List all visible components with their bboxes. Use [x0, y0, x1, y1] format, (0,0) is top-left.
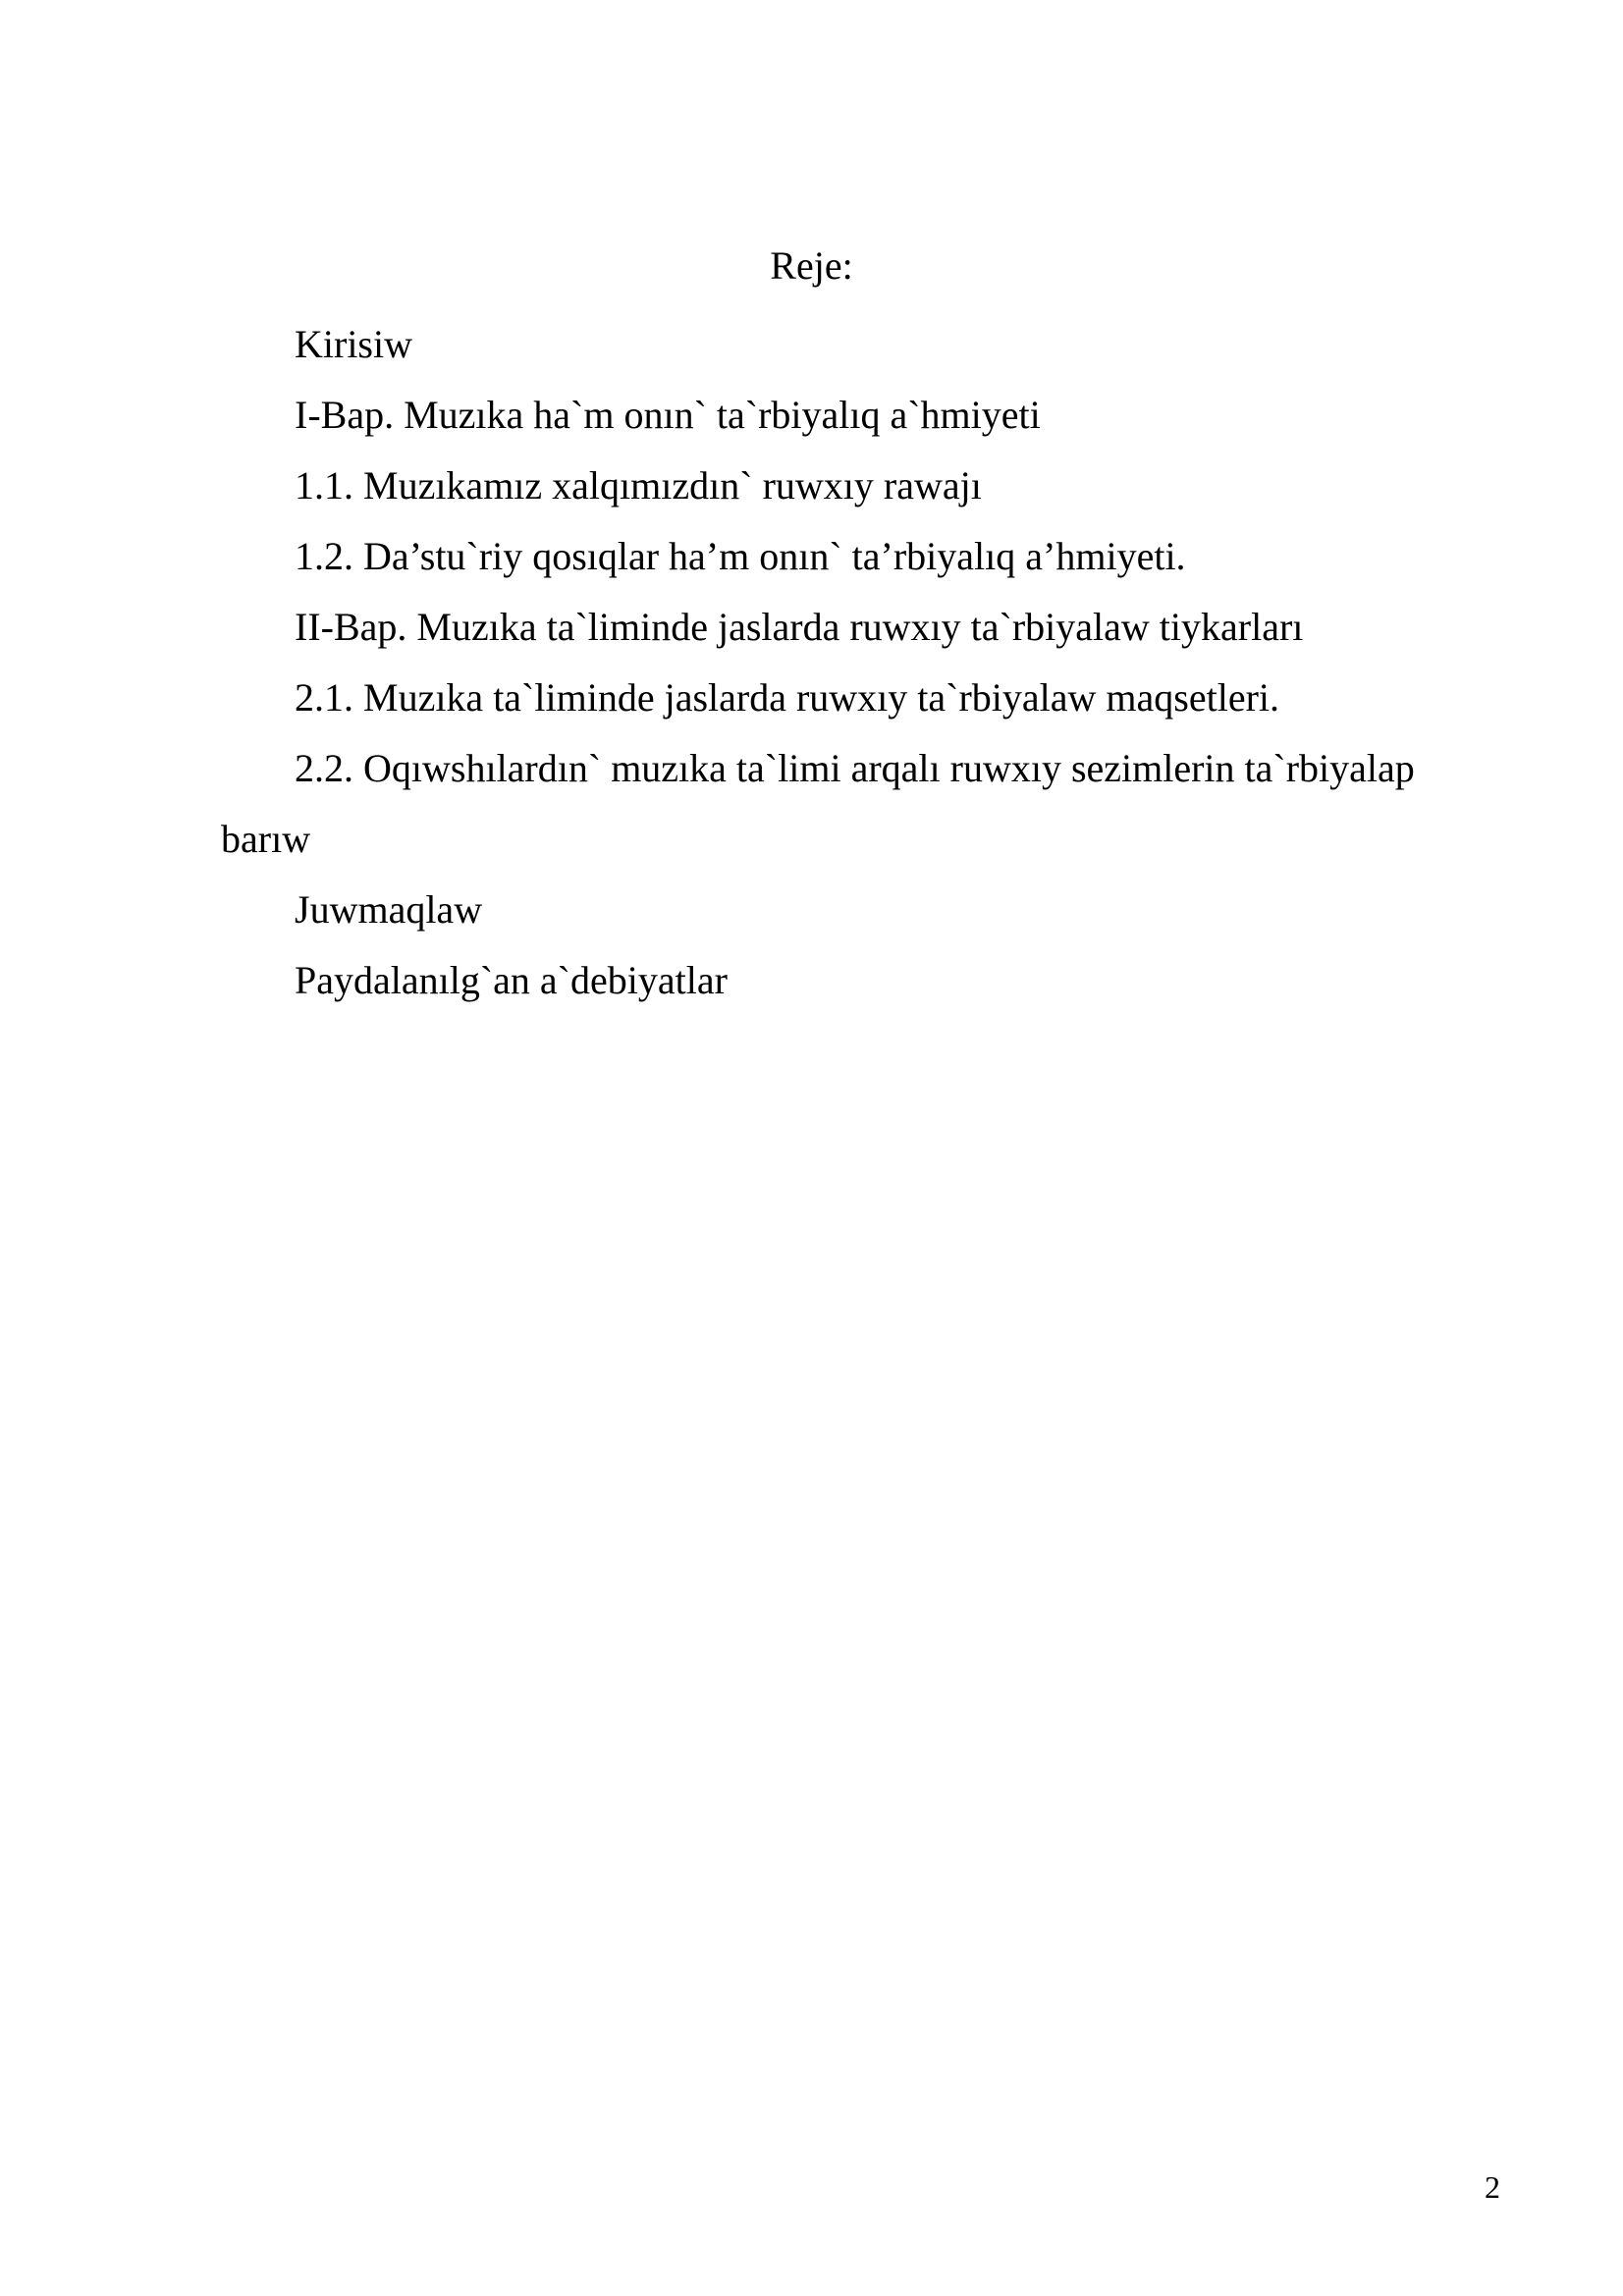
toc-item-section-1-1: 1.1. Muzıkamız xalqımızdın` ruwxıy rawajı: [295, 463, 982, 507]
toc-item-section-2-1: 2.1. Muzıka ta`liminde jaslarda ruwxıy ta`rbiyalaw maqsetleri.: [295, 675, 1280, 720]
toc-item-conclusion: Juwmaqlaw: [295, 887, 483, 932]
toc-item-chapter-2: II-Bap. Muzıka ta`liminde jaslarda ruwxıy ta`rbiyalaw tiykarları: [295, 605, 1304, 649]
toc-item-chapter-1: I-Bap. Muzıka ha`m onın` ta`rbiyalıq a`hmiyeti: [295, 393, 1041, 437]
toc-item-section-2-2: 2.2. Oqıwshılardın` muzıka ta`limi arqalı ruwxıy sezimlerin ta`rbiyalap: [295, 746, 1415, 790]
toc-item-introduction: Kirisiw: [295, 322, 412, 366]
toc-item-section-2-2-continued: barıw: [221, 817, 311, 861]
toc-item-references: Paydalanılg`an a`debiyatlar: [295, 958, 728, 1002]
page-title: Reje:: [770, 243, 853, 288]
toc-item-section-1-2: 1.2. Da’stu`riy qosıqlar ha’m onın` ta’rbiyalıq a’hmiyeti.: [295, 534, 1186, 578]
table-of-contents: [221, 309, 1507, 1016]
page-number: 2: [1485, 2169, 1500, 2205]
